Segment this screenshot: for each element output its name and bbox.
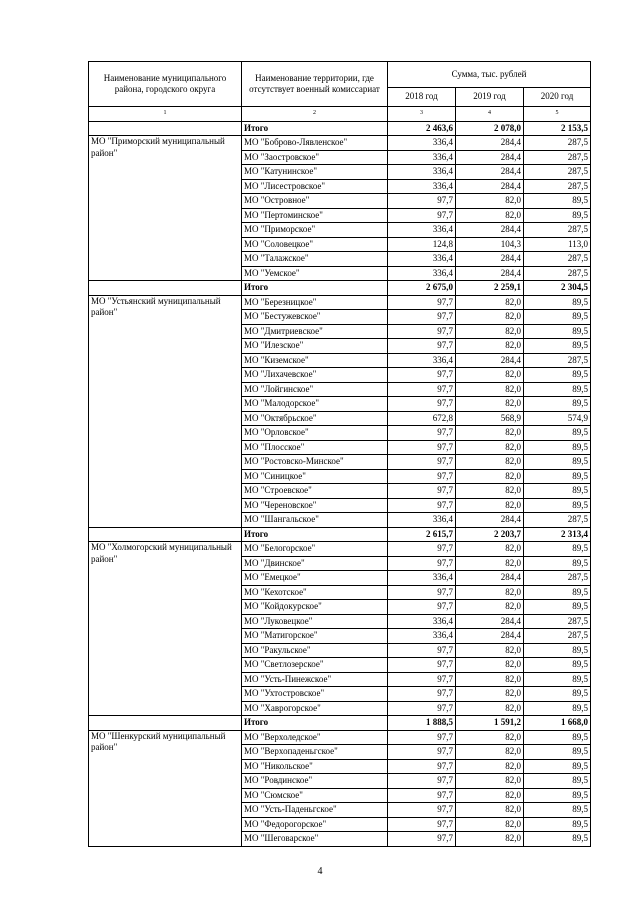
table-row (89, 136, 591, 151)
value-2019: 82,0 (456, 295, 524, 310)
value-2020: 89,5 (524, 295, 591, 310)
value-2020: 287,5 (524, 266, 591, 281)
value-2019: 82,0 (456, 397, 524, 412)
territory-name: МО "Матигорское" (242, 629, 388, 644)
value-2020: 1 668,0 (524, 716, 591, 731)
value-2019: 82,0 (456, 426, 524, 441)
territory-name: МО "Боброво-Лявленское" (242, 136, 388, 151)
total-row (89, 716, 591, 731)
value-2018: 97,7 (388, 803, 456, 818)
table-row (89, 730, 591, 745)
value-2018: 336,4 (388, 266, 456, 281)
value-2019: 82,0 (456, 745, 524, 760)
value-2018: 336,4 (388, 353, 456, 368)
value-2020: 89,5 (524, 469, 591, 484)
territory-name: МО "Соловецкое" (242, 237, 388, 252)
total-label: Итого (242, 527, 388, 542)
district-name: МО "Холмогорский муниципальный район" (89, 542, 242, 716)
value-2019: 2 203,7 (456, 527, 524, 542)
column-index: 1 (89, 107, 242, 122)
value-2020: 89,5 (524, 484, 591, 499)
value-2018: 97,7 (388, 397, 456, 412)
territory-name: МО "Синицкое" (242, 469, 388, 484)
value-2018: 97,7 (388, 382, 456, 397)
value-2020: 287,5 (524, 252, 591, 267)
value-2020: 89,5 (524, 368, 591, 383)
value-2018: 1 888,5 (388, 716, 456, 731)
value-2019: 2 259,1 (456, 281, 524, 296)
value-2020: 89,5 (524, 194, 591, 209)
territory-name: МО "Приморское" (242, 223, 388, 238)
value-2020: 89,5 (524, 643, 591, 658)
value-2019: 82,0 (456, 774, 524, 789)
column-index: 5 (524, 107, 591, 122)
table-body (89, 121, 591, 846)
territory-name: МО "Хаврогорское" (242, 701, 388, 716)
column-index: 3 (388, 107, 456, 122)
value-2020: 89,5 (524, 426, 591, 441)
territory-name: МО "Бестужевское" (242, 310, 388, 325)
value-2018: 97,7 (388, 339, 456, 354)
value-2019: 82,0 (456, 469, 524, 484)
value-2018: 336,4 (388, 165, 456, 180)
value-2020: 89,5 (524, 382, 591, 397)
value-2018: 336,4 (388, 223, 456, 238)
value-2018: 672,8 (388, 411, 456, 426)
territory-name: МО "Заостровское" (242, 150, 388, 165)
value-2019: 82,0 (456, 208, 524, 223)
value-2020: 89,5 (524, 658, 591, 673)
territory-name: МО "Череновское" (242, 498, 388, 513)
value-2019: 82,0 (456, 803, 524, 818)
value-2018: 97,7 (388, 643, 456, 658)
value-2019: 82,0 (456, 498, 524, 513)
value-2019: 284,4 (456, 136, 524, 151)
value-2020: 89,5 (524, 310, 591, 325)
empty-cell (89, 281, 242, 296)
territory-name: МО "Верхопаденьгское" (242, 745, 388, 760)
territory-name: МО "Дмитриевское" (242, 324, 388, 339)
value-2020: 89,5 (524, 803, 591, 818)
value-2018: 97,7 (388, 440, 456, 455)
territory-name: МО "Березницкое" (242, 295, 388, 310)
value-2020: 89,5 (524, 730, 591, 745)
value-2018: 336,4 (388, 252, 456, 267)
value-2018: 97,7 (388, 672, 456, 687)
value-2020: 89,5 (524, 600, 591, 615)
value-2018: 97,7 (388, 658, 456, 673)
value-2019: 82,0 (456, 759, 524, 774)
value-2019: 568,9 (456, 411, 524, 426)
header-district: Наименование муниципального района, городского округа (89, 62, 242, 107)
value-2019: 82,0 (456, 339, 524, 354)
value-2018: 97,7 (388, 368, 456, 383)
header-year-2019: 2019 год (456, 88, 524, 107)
value-2020: 113,0 (524, 237, 591, 252)
column-index: 4 (456, 107, 524, 122)
value-2018: 97,7 (388, 585, 456, 600)
value-2019: 82,0 (456, 687, 524, 702)
value-2019: 104,3 (456, 237, 524, 252)
territory-name: МО "Кехотское" (242, 585, 388, 600)
value-2019: 82,0 (456, 310, 524, 325)
territory-name: МО "Федорогорское" (242, 817, 388, 832)
value-2018: 97,7 (388, 295, 456, 310)
header-year-2020: 2020 год (524, 88, 591, 107)
value-2019: 82,0 (456, 382, 524, 397)
page-number: 4 (317, 866, 323, 877)
total-label: Итого (242, 716, 388, 731)
table-header (89, 62, 591, 122)
territory-name: МО "Ровдинское" (242, 774, 388, 789)
territory-name: МО "Луковецкое" (242, 614, 388, 629)
value-2019: 82,0 (456, 542, 524, 557)
district-name: МО "Шенкурский муниципальный район" (89, 730, 242, 846)
territory-name: МО "Талажское" (242, 252, 388, 267)
value-2018: 336,4 (388, 571, 456, 586)
value-2020: 89,5 (524, 208, 591, 223)
value-2020: 574,9 (524, 411, 591, 426)
value-2018: 97,7 (388, 687, 456, 702)
territory-name: МО "Усть-Паденьгское" (242, 803, 388, 818)
territory-name: МО "Илезское" (242, 339, 388, 354)
value-2018: 124,8 (388, 237, 456, 252)
value-2020: 89,5 (524, 774, 591, 789)
value-2018: 97,7 (388, 730, 456, 745)
value-2020: 89,5 (524, 498, 591, 513)
territory-name: МО "Шеговарское" (242, 832, 388, 847)
territory-name: МО "Емецкое" (242, 571, 388, 586)
empty-cell (89, 716, 242, 731)
value-2019: 82,0 (456, 658, 524, 673)
value-2018: 2 463,6 (388, 121, 456, 136)
value-2018: 97,7 (388, 469, 456, 484)
table-row (89, 295, 591, 310)
value-2019: 82,0 (456, 643, 524, 658)
value-2020: 89,5 (524, 832, 591, 847)
value-2019: 82,0 (456, 484, 524, 499)
territory-name: МО "Октябрьское" (242, 411, 388, 426)
value-2019: 284,4 (456, 266, 524, 281)
territory-name: МО "Строевское" (242, 484, 388, 499)
header-year-2018: 2018 год (388, 88, 456, 107)
value-2020: 89,5 (524, 759, 591, 774)
territory-name: МО "Сюмское" (242, 788, 388, 803)
value-2019: 82,0 (456, 440, 524, 455)
value-2020: 287,5 (524, 614, 591, 629)
allocation-table (88, 61, 591, 847)
value-2020: 287,5 (524, 150, 591, 165)
value-2020: 89,5 (524, 542, 591, 557)
value-2018: 97,7 (388, 817, 456, 832)
value-2018: 2 675,0 (388, 281, 456, 296)
value-2018: 97,7 (388, 498, 456, 513)
territory-name: МО "Островное" (242, 194, 388, 209)
territory-name: МО "Ракульское" (242, 643, 388, 658)
territory-name: МО "Койдокурское" (242, 600, 388, 615)
header-territory: Наименование территории, где отсутствует военный комиссариат (242, 62, 388, 107)
territory-name: МО "Лихачевское" (242, 368, 388, 383)
value-2019: 82,0 (456, 455, 524, 470)
territory-name: МО "Двинское" (242, 556, 388, 571)
value-2019: 284,4 (456, 165, 524, 180)
value-2018: 97,7 (388, 484, 456, 499)
value-2018: 97,7 (388, 324, 456, 339)
value-2018: 97,7 (388, 194, 456, 209)
value-2020: 89,5 (524, 672, 591, 687)
value-2020: 287,5 (524, 629, 591, 644)
value-2020: 89,5 (524, 556, 591, 571)
value-2020: 287,5 (524, 353, 591, 368)
territory-name: МО "Лойгинское" (242, 382, 388, 397)
value-2018: 97,7 (388, 701, 456, 716)
value-2019: 82,0 (456, 324, 524, 339)
value-2020: 89,5 (524, 339, 591, 354)
value-2020: 89,5 (524, 455, 591, 470)
value-2018: 336,4 (388, 150, 456, 165)
value-2020: 2 304,5 (524, 281, 591, 296)
value-2020: 89,5 (524, 440, 591, 455)
value-2020: 287,5 (524, 179, 591, 194)
territory-name: МО "Плосское" (242, 440, 388, 455)
value-2019: 284,4 (456, 179, 524, 194)
territory-name: МО "Пертоминское" (242, 208, 388, 223)
territory-name: МО "Светлозерское" (242, 658, 388, 673)
value-2018: 97,7 (388, 310, 456, 325)
value-2019: 284,4 (456, 513, 524, 528)
value-2019: 82,0 (456, 788, 524, 803)
value-2019: 1 591,2 (456, 716, 524, 731)
value-2018: 336,4 (388, 513, 456, 528)
value-2019: 82,0 (456, 832, 524, 847)
territory-name: МО "Киземское" (242, 353, 388, 368)
district-name: МО "Устьянский муниципальный район" (89, 295, 242, 527)
value-2018: 97,7 (388, 455, 456, 470)
value-2020: 89,5 (524, 745, 591, 760)
value-2018: 97,7 (388, 745, 456, 760)
total-row (89, 527, 591, 542)
value-2019: 82,0 (456, 701, 524, 716)
value-2019: 284,4 (456, 223, 524, 238)
territory-name: МО "Лисестровское" (242, 179, 388, 194)
value-2019: 82,0 (456, 672, 524, 687)
value-2018: 336,4 (388, 136, 456, 151)
value-2018: 336,4 (388, 179, 456, 194)
value-2020: 89,5 (524, 585, 591, 600)
value-2020: 89,5 (524, 817, 591, 832)
value-2018: 97,7 (388, 556, 456, 571)
value-2018: 97,7 (388, 832, 456, 847)
value-2019: 82,0 (456, 556, 524, 571)
value-2018: 97,7 (388, 600, 456, 615)
value-2020: 287,5 (524, 513, 591, 528)
value-2019: 82,0 (456, 730, 524, 745)
value-2019: 284,4 (456, 571, 524, 586)
value-2019: 82,0 (456, 368, 524, 383)
value-2020: 89,5 (524, 397, 591, 412)
header-sum: Сумма, тыс. рублей (388, 62, 591, 88)
territory-name: МО "Усть-Пинежское" (242, 672, 388, 687)
value-2019: 284,4 (456, 252, 524, 267)
value-2019: 82,0 (456, 194, 524, 209)
total-label: Итого (242, 281, 388, 296)
value-2019: 284,4 (456, 614, 524, 629)
empty-cell (89, 121, 242, 136)
territory-name: МО "Верхоледское" (242, 730, 388, 745)
table-row (89, 542, 591, 557)
value-2020: 2 313,4 (524, 527, 591, 542)
total-label: Итого (242, 121, 388, 136)
value-2018: 97,7 (388, 759, 456, 774)
value-2018: 2 615,7 (388, 527, 456, 542)
value-2018: 97,7 (388, 774, 456, 789)
column-index: 2 (242, 107, 388, 122)
total-row (89, 121, 591, 136)
value-2019: 284,4 (456, 150, 524, 165)
value-2020: 2 153,5 (524, 121, 591, 136)
territory-name: МО "Малодорское" (242, 397, 388, 412)
territory-name: МО "Уемское" (242, 266, 388, 281)
territory-name: МО "Орловское" (242, 426, 388, 441)
value-2018: 97,7 (388, 542, 456, 557)
value-2019: 82,0 (456, 600, 524, 615)
value-2018: 336,4 (388, 629, 456, 644)
value-2020: 89,5 (524, 324, 591, 339)
territory-name: МО "Ростовско-Минское" (242, 455, 388, 470)
territory-name: МО "Никольское" (242, 759, 388, 774)
territory-name: МО "Шангальское" (242, 513, 388, 528)
empty-cell (89, 527, 242, 542)
territory-name: МО "Ухтостровское" (242, 687, 388, 702)
value-2019: 82,0 (456, 585, 524, 600)
value-2020: 89,5 (524, 701, 591, 716)
territory-name: МО "Белогорское" (242, 542, 388, 557)
value-2020: 287,5 (524, 571, 591, 586)
value-2020: 89,5 (524, 788, 591, 803)
district-name: МО "Приморский муниципальный район" (89, 136, 242, 281)
column-index-row (89, 107, 591, 122)
total-row (89, 281, 591, 296)
value-2018: 97,7 (388, 426, 456, 441)
value-2019: 2 078,0 (456, 121, 524, 136)
value-2018: 336,4 (388, 614, 456, 629)
value-2019: 82,0 (456, 817, 524, 832)
value-2020: 287,5 (524, 223, 591, 238)
value-2020: 89,5 (524, 687, 591, 702)
value-2018: 97,7 (388, 788, 456, 803)
value-2020: 287,5 (524, 165, 591, 180)
value-2020: 287,5 (524, 136, 591, 151)
territory-name: МО "Катунинское" (242, 165, 388, 180)
value-2019: 284,4 (456, 353, 524, 368)
value-2018: 97,7 (388, 208, 456, 223)
value-2019: 284,4 (456, 629, 524, 644)
